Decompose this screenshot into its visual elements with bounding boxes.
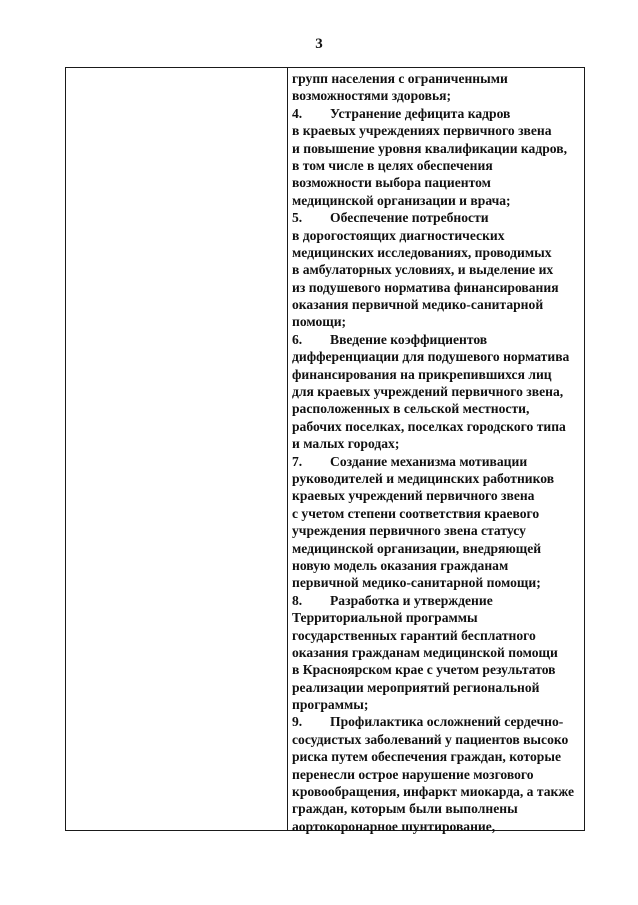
text-line <box>292 366 582 383</box>
line-text: и повышение уровня квалификации кадров, <box>292 140 567 156</box>
list-item-number: 9. <box>292 714 303 730</box>
text-line <box>292 818 582 835</box>
text-line <box>292 87 582 104</box>
text-line <box>292 331 582 348</box>
line-text: медицинских исследованиях, проводимых <box>292 244 552 260</box>
document-table <box>65 67 585 834</box>
line-text: медицинской организации и врача; <box>292 192 511 208</box>
text-line <box>292 592 582 609</box>
line-text: первичной медико-санитарной помощи; <box>292 575 541 591</box>
text-line <box>292 70 582 87</box>
text-line <box>292 400 582 417</box>
line-text: в дорогостоящих диагностических <box>292 227 505 243</box>
text-line <box>292 783 582 800</box>
text-line <box>292 140 582 157</box>
column-divider <box>287 68 288 830</box>
line-text: реализации мероприятий региональной <box>292 679 540 695</box>
text-line <box>292 540 582 557</box>
line-text: Создание механизма мотивации <box>330 453 528 469</box>
page-number: 3 <box>315 36 323 52</box>
line-text: Устранение дефицита кадров <box>330 105 511 121</box>
line-text: возможностями здоровья; <box>292 88 452 104</box>
text-line <box>292 192 582 209</box>
line-text: аортокоронарное шунтирование, <box>292 818 496 834</box>
text-line <box>292 470 582 487</box>
line-text: для краевых учреждений первичного звена, <box>292 384 564 400</box>
line-text: оказания первичной медико-санитарной <box>292 297 544 313</box>
text-line <box>292 244 582 261</box>
text-line <box>292 800 582 817</box>
line-text: в амбулаторных условиях, и выделение их <box>292 262 554 278</box>
line-text: кровообращения, инфаркт миокарда, а также <box>292 784 575 800</box>
line-text: государственных гарантий бесплатного <box>292 627 536 643</box>
line-text: Обеспечение потребности <box>330 210 489 226</box>
line-text: возможности выбора пациентом <box>292 175 491 191</box>
line-text: групп населения с ограниченными <box>292 71 508 86</box>
line-text: Профилактика осложнений сердечно- <box>330 714 564 730</box>
line-text: расположенных в сельской местности, <box>292 401 530 417</box>
text-line <box>292 505 582 522</box>
line-text: Введение коэффициентов <box>330 331 488 347</box>
list-item-number: 4. <box>292 105 303 121</box>
line-text: краевых учреждений первичного звена <box>292 488 535 504</box>
text-line <box>292 174 582 191</box>
line-text: Территориальной программы <box>292 610 478 626</box>
text-line <box>292 279 582 296</box>
text-line <box>292 766 582 783</box>
text-line <box>292 296 582 313</box>
line-text: в том числе в целях обеспечения <box>292 157 493 173</box>
line-text: руководителей и медицинских работников <box>292 470 555 486</box>
text-line <box>292 122 582 139</box>
text-line <box>292 557 582 574</box>
list-item-number: 5. <box>292 210 303 226</box>
text-line <box>292 731 582 748</box>
text-line <box>292 313 582 330</box>
text-line <box>292 383 582 400</box>
list-item-number: 7. <box>292 453 303 469</box>
text-line <box>292 418 582 435</box>
text-line <box>292 261 582 278</box>
list-item-number: 8. <box>292 592 303 608</box>
text-line <box>292 105 582 122</box>
line-text: риска путем обеспечения граждан, которые <box>292 749 562 765</box>
text-line <box>292 696 582 713</box>
text-line <box>292 644 582 661</box>
line-text: рабочих поселках, поселках городского типа <box>292 418 566 434</box>
text-line <box>292 209 582 226</box>
line-text: из подушевого норматива финансирования <box>292 279 559 295</box>
line-text: и малых городах; <box>292 436 400 452</box>
line-text: учреждения первичного звена статусу <box>292 523 526 539</box>
line-text: сосудистых заболеваний у пациентов высоко <box>292 731 569 747</box>
table-right-cell <box>292 70 582 834</box>
text-line <box>292 227 582 244</box>
line-text: финансирования на прикрепившихся лиц <box>292 366 552 382</box>
line-text: граждан, которым были выполнены <box>292 801 518 817</box>
text-line <box>292 609 582 626</box>
line-text: в Красноярском крае с учетом результатов <box>292 662 556 678</box>
text-line <box>292 435 582 452</box>
line-text: новую модель оказания гражданам <box>292 557 509 573</box>
text-line <box>292 661 582 678</box>
line-text: программы; <box>292 697 369 713</box>
text-line <box>292 713 582 730</box>
text-line <box>292 348 582 365</box>
line-text: дифференциации для подушевого норматива <box>292 349 570 365</box>
line-text: медицинской организации, внедряющей <box>292 540 542 556</box>
line-text: Разработка и утверждение <box>330 592 493 608</box>
table-left-cell <box>66 68 287 830</box>
line-text: в краевых учреждениях первичного звена <box>292 123 552 139</box>
text-line <box>292 453 582 470</box>
text-line <box>292 522 582 539</box>
text-line <box>292 574 582 591</box>
text-line <box>292 748 582 765</box>
line-text: перенесли острое нарушение мозгового <box>292 766 534 782</box>
line-text: с учетом степени соответствия краевого <box>292 505 540 521</box>
text-line <box>292 157 582 174</box>
text-line <box>292 627 582 644</box>
text-line <box>292 487 582 504</box>
line-text: помощи; <box>292 314 347 330</box>
line-text: оказания гражданам медицинской помощи <box>292 644 558 660</box>
list-item-number: 6. <box>292 331 303 347</box>
text-line <box>292 679 582 696</box>
